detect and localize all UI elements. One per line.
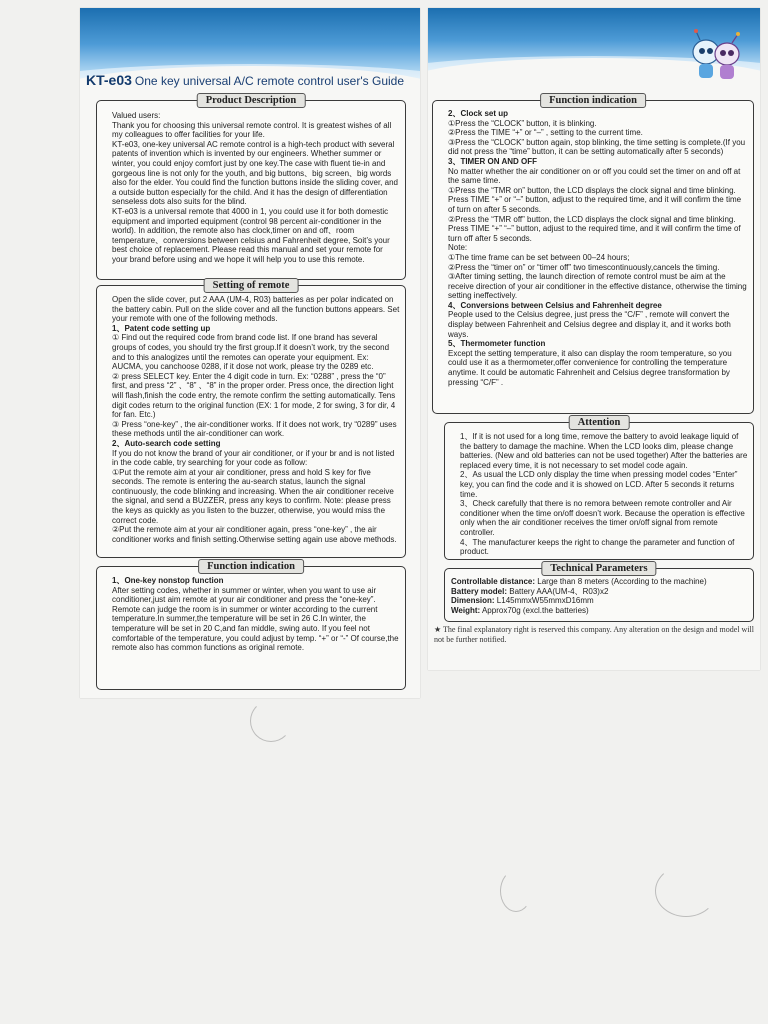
attention-item: 4、The manufacturer keeps the right to change the parameter and function of product. [460,537,735,557]
step: ③ Press “one-key” , the air-conditioner works. If it does not work, try “0289” uses these methods until the air-conditioner can work. [112,419,397,439]
paragraph: KT-e03, one-key universal AC remote control is a high-tech product with several patents of invention which is invented by our engineers. Whether summer or winter, you could enjoy comfort just by one key.The case with fluent tie-in and gorgeous line is not only for the youth, and big buttons、big screen、big words also for the elder. You could find the function buttons inside the sliding cover, and a outside button especially for the child. And it has the design of differentiation senseless dots also suits for the blind. [112,139,398,207]
function-indication-box-left [96,561,406,690]
param-value: Approx70g (excl.the batteries) [481,605,589,615]
product-description-text [103,111,400,265]
param-label: Dimension: [451,596,495,606]
section-title: Technical Parameters [541,561,656,576]
right-panel [428,8,760,670]
guide-title-text: One key universal A/C remote control user's Guide [134,74,405,88]
step: ①Press the “CLOCK” button, it is blinking. [448,118,597,128]
product-description-box [96,95,406,280]
param-value: Battery AAA(UM-4、R03)x2 [509,586,609,596]
step: ②Put the remote aim at your air conditioner again, press “one-key” , the air conditioner works and finish setting.Otherwise setting again use above methods. [112,525,397,544]
subheading: 1、Patent code setting up [112,323,211,333]
paragraph: Thank you for choosing this universal remote control. It is greatest wishes of all my colleagues to offer facilities for your life. [112,120,392,140]
step: ②Press the TIME “+” or “–” , setting to the current time. [448,128,643,138]
subheading: 2、Auto-search code setting [112,438,221,448]
setting-text [103,295,400,544]
setting-of-remote-box [96,280,406,558]
tech-row [451,577,748,587]
scan-mark [250,700,292,742]
tech-row [451,587,748,597]
paragraph: People used to the Celsius degree, just press the “C/F” , remote will convert the display between Fahrenheit and Celsius degree and display it, and it works both ways. [448,310,731,339]
param-label: Weight: [451,605,481,615]
param-label: Battery model: [451,586,508,596]
step: ①Press the “TMR on” button, the LCD displays the clock signal and time blinking. Press TIME “+” or “–” button, adjust to the required time, and it will confirm the time of turn on after 5 seconds. [448,185,742,214]
section-title: Function indication [198,559,304,574]
step: ②Press the “TMR off” button, the LCD displays the clock signal and time blinking. Press TIME “+” “–” button, adjust to the required time, and it will confirm the time of turn off after 5 seconds. [448,214,741,243]
technical-parameters-box [444,563,754,622]
paragraph: Except the setting temperature, it also can display the room temperature, so you could use it as a thermometer,offer convenience for controlling the temperature anytime. It could be automatic Fahrenheit and Celsius degree transformation by pressing “C/F” . [448,348,732,387]
tech-row [451,596,748,606]
left-panel [80,8,420,698]
step: ② press SELECT key. Enter the 4 digit code in turn. Ex: “0288” , press the “0” first, and press “2” 、“8” 、“8” in the proper order. Press once, the direction light will flash,finish the code entry, the remote confirm the setting automatically. Tens digit codes return to the original function (EX: 1 for mode, 2 for swing, 3 for dir, 4 for fan. Etc.) [112,371,396,420]
greeting: Valued users: [112,111,161,120]
step: ③Press the “CLOCK” button again, stop blinking, the time setting is complete.(If you did not press the “time” button, it can be setting automatically after 5 seconds) [448,137,746,157]
section-title: Product Description [197,93,306,108]
note: ③After timing setting, the launch direction of remote control must be aim at the receive direction of your air conditioner in the effective distance, otherwise the timing setting ineffectively. [448,272,747,301]
subheading: 1、One-key nonstop function [112,576,224,585]
model-name: KT-e03 [86,72,132,88]
scan-mark [500,870,532,912]
attention-item: 1、If it is not used for a long time, remove the battery to avoid leakage liquid of the battery to damage the machine. When the LCD looks dim, please change batteries. (New and old batteries can not be used together) After the batteries are replaced every time, it is not necessary to set model code again. [460,432,748,470]
attention-item: 3、Check carefully that there is no remora between remote controller and Air conditioner when the time on/off doesn’t work. Because the operation is effective only when the air conditioner receives the timer on/off signal from remote controller. [460,499,745,537]
paragraph: KT-e03 is a universal remote that 4000 in 1, you could use it for both domestic equipment and imported equipment (control 98 percent air-conditioner in the world). In addition, the remote also has clock,timer on and off、room temperature、conversions between celsius and Fahrenheit degree, Soit’s your best choice of replacement. Please read this manual and set your remote for your brand before using and we hope it will help you to use this remote. [112,206,390,264]
footer-notice: ★ The final explanatory right is reserved this company. Any alteration on the design and model will not be further notified. [434,625,754,644]
subheading: 5、Thermometer function [448,339,546,349]
function-text [103,576,400,653]
guide-title [86,72,404,90]
attention-box [444,417,754,560]
note-label: Note: [448,243,468,253]
paragraph: If you do not know the brand of your air conditioner, or if your br and is not listed in the code cable, try searching for your code as follow: [112,448,395,468]
note: ②Press the “timer on” or “timer off” two timescontinuously,cancels the timing. [448,262,720,272]
section-title: Function indication [540,93,646,108]
tech-params-list [451,577,748,615]
attention-item: 2、As usual the LCD only display the time when pressing model codes “Enter” key, you can find the code and it is showed on LCD. After 5 seconds it returns time. [460,470,738,499]
step: ①Put the remote aim at your air conditioner, press and hold S key for five seconds. The remote is entering the au-search status, launch the signal continuously, the code blinking and increasing. When the air conditioner receive the signal, and send a BUZZER, press any keys to confirm. Note: please press the keys as quickly as you listen to the buzzer, otherwise, you would miss the correct code. [112,467,394,525]
paragraph: Open the slide cover, put 2 AAA (UM-4, R03) batteries as per polar indicated on the battery cabin. Pull on the slide cover and all the function buttons appears. Set your remote with one of the following methods. [112,295,400,324]
tech-row [451,606,748,616]
note: ①The time frame can be set between 00–24 hours; [448,252,630,262]
section-title: Attention [569,415,630,430]
param-value: L145mmxW55mmxD16mm [496,596,594,606]
paragraph: After setting codes, whether in summer or winter, when you want to use air conditioner,just aim remote at your air conditioner and press the “one-key”. Remote can judge the room is in summer or winter according to the current temperature.In summer,the temperature will be set in 26 C.In winter, the temperature will be set in 20 C,and fan middle, swing auto. If you feel not comfortable of the temperature, you could adjust by temp. “+” or “-” Of course,the remote also has common functions as original remote. [112,585,399,653]
mascot-illustration [686,28,746,86]
section-title: Setting of remote [204,278,299,293]
subheading: 3、TIMER ON AND OFF [448,156,538,166]
attention-text [451,432,748,557]
subheading: 4、Conversions between Celsius and Fahrenheit degree [448,300,662,310]
step: ① Find out the required code from brand code list. If one brand has several groups of codes, you should try the first group.If it doesn’t work, try the second and to this analogizes until the remotes can operate your equipment. Ex: AUCMA, you canchoose 0288, if it dose not work, please try the 0289 etc. [112,333,390,372]
subheading: 2、Clock set up [448,109,509,118]
param-value: Large than 8 meters (According to the machine) [537,577,707,586]
scan-mark [655,865,717,917]
paragraph: No matter whether the air conditioner on or off you could set the timer on and off at the same time. [448,166,741,186]
function-right-text [439,109,748,387]
param-label: Controllable distance: [451,577,536,586]
function-indication-box-right [432,95,754,414]
